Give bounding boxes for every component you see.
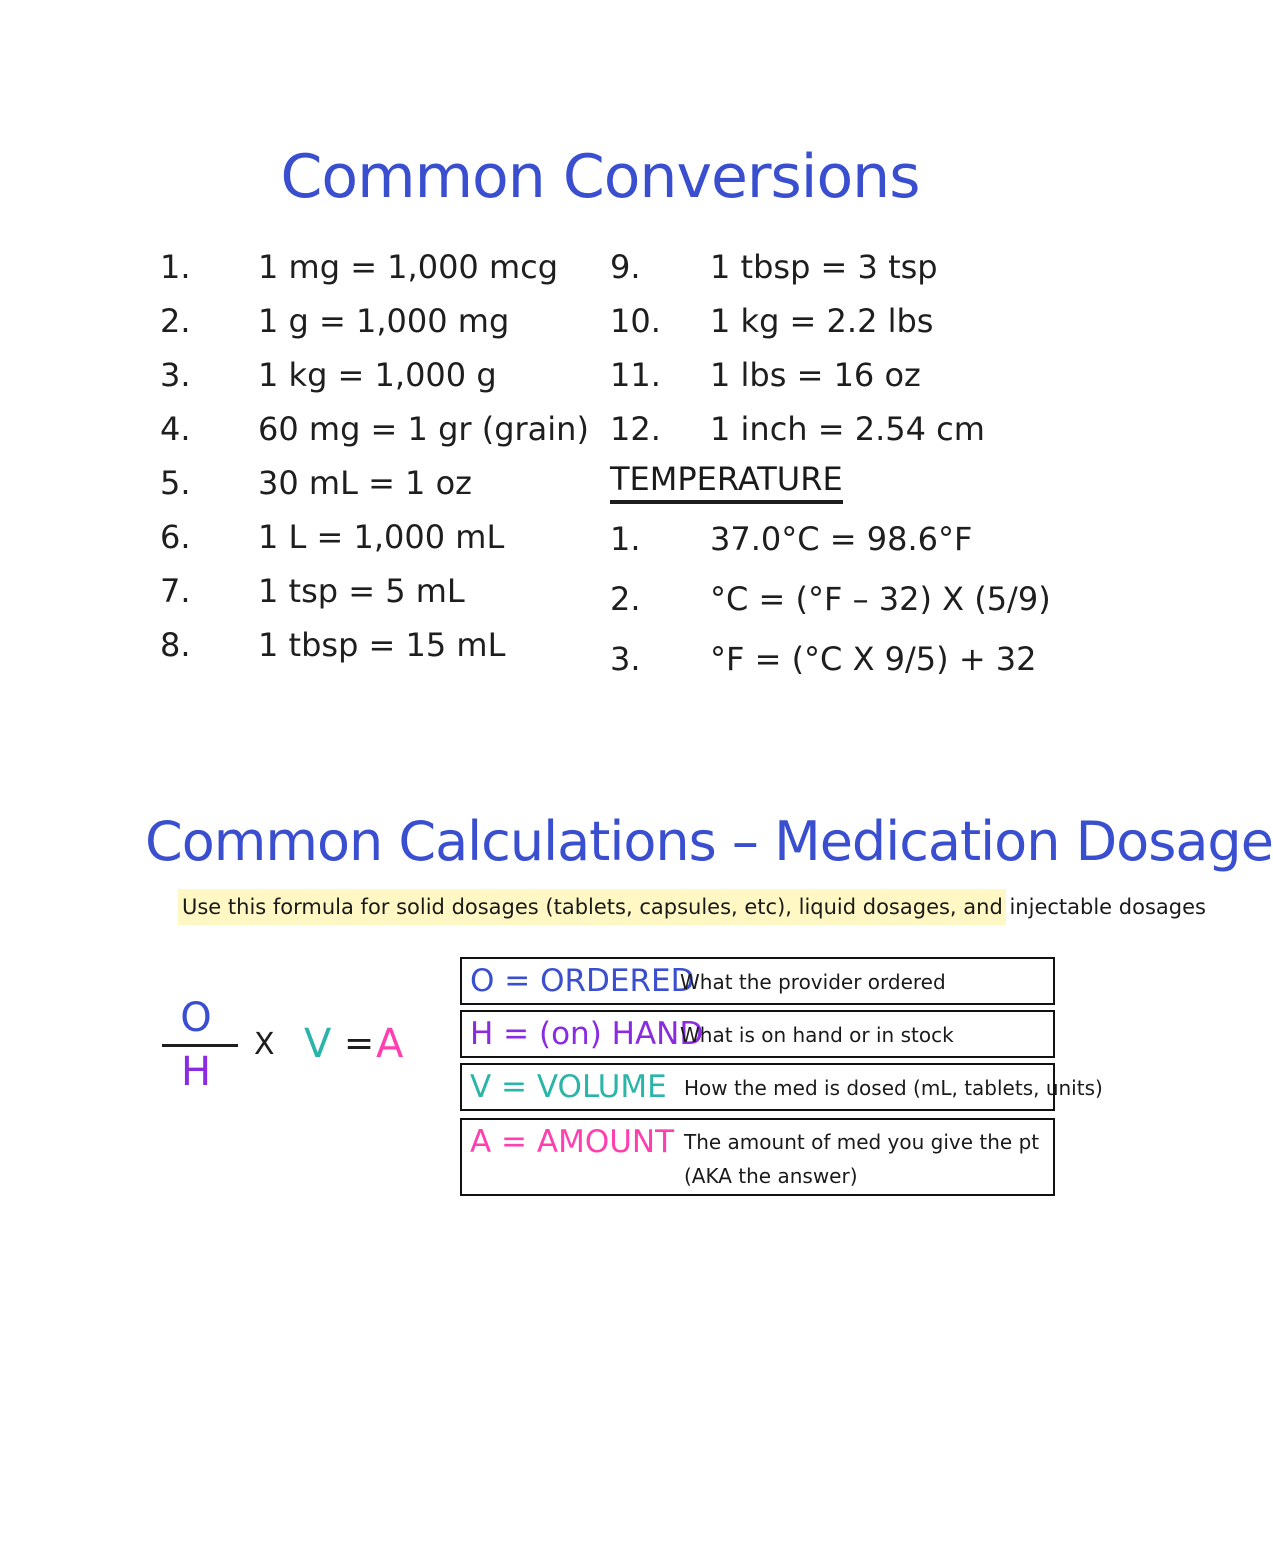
item-number: 7. [160,572,191,610]
formula-note: Use this formula for solid dosages (tablets, capsules, etc), liquid dosages, and injectable dosages [178,889,1006,925]
fraction-bar [162,1044,238,1047]
legend-amount [460,1118,1055,1196]
item-text: 30 mL = 1 oz [258,464,472,502]
legend-ordered [460,957,1055,1005]
calculations-title-sub: Medication Dosage [774,810,1273,873]
formula-equals: = [344,1023,375,1064]
legend-volume [460,1063,1103,1111]
formula-volume: V [304,1021,332,1067]
legend-key: A = AMOUNT [470,1124,675,1160]
item-number: 12. [610,410,661,448]
temperature-heading: TEMPERATURE [610,460,843,504]
item-number: 1. [160,248,191,286]
formula-times: X [254,1027,275,1062]
item-text: 1 tbsp = 3 tsp [710,248,938,286]
formula-hand: H [180,1049,212,1095]
conversions-title: Common Conversions [280,142,920,212]
dosage-formula [158,995,408,1105]
item-number: 2. [610,580,641,618]
item-number: 1. [610,520,641,558]
legend-desc: What is on hand or in stock [680,1023,954,1047]
item-number: 11. [610,356,661,394]
calculations-title-dash: – [715,810,775,873]
calculations-title-main: Common Calculations [145,810,716,873]
item-number: 2. [160,302,191,340]
calculations-title [145,810,1273,873]
item-text: 1 kg = 2.2 lbs [710,302,934,340]
item-text: °C = (°F – 32) X (5/9) [710,580,1051,618]
item-text: 1 tbsp = 15 mL [258,626,506,664]
item-number: 4. [160,410,191,448]
formula-ordered: O [180,995,212,1041]
item-text: 37.0°C = 98.6°F [710,520,973,558]
item-number: 9. [610,248,641,286]
item-number: 8. [160,626,191,664]
item-text: °F = (°C X 9/5) + 32 [710,640,1037,678]
item-number: 3. [160,356,191,394]
legend-key: H = (on) HAND [470,1016,704,1052]
legend-desc: The amount of med you give the pt [684,1130,1040,1154]
item-text: 1 kg = 1,000 g [258,356,497,394]
item-text: 60 mg = 1 gr (grain) [258,410,589,448]
legend-key: O = ORDERED [470,963,695,999]
item-text: 1 mg = 1,000 mcg [258,248,559,286]
item-number: 5. [160,464,191,502]
item-text: 1 inch = 2.54 cm [710,410,985,448]
item-number: 6. [160,518,191,556]
legend-key: V = VOLUME [470,1069,667,1105]
legend-desc: What the provider ordered [680,970,946,994]
legend-desc: How the med is dosed (mL, tablets, units) [684,1076,1103,1100]
item-number: 10. [610,302,661,340]
item-text: 1 L = 1,000 mL [258,518,505,556]
item-text: 1 lbs = 16 oz [710,356,921,394]
item-number: 3. [610,640,641,678]
item-text: 1 g = 1,000 mg [258,302,510,340]
formula-amount: A [376,1021,404,1067]
legend-hand [460,1010,1055,1058]
legend-desc-2: (AKA the answer) [684,1164,858,1188]
item-text: 1 tsp = 5 mL [258,572,465,610]
